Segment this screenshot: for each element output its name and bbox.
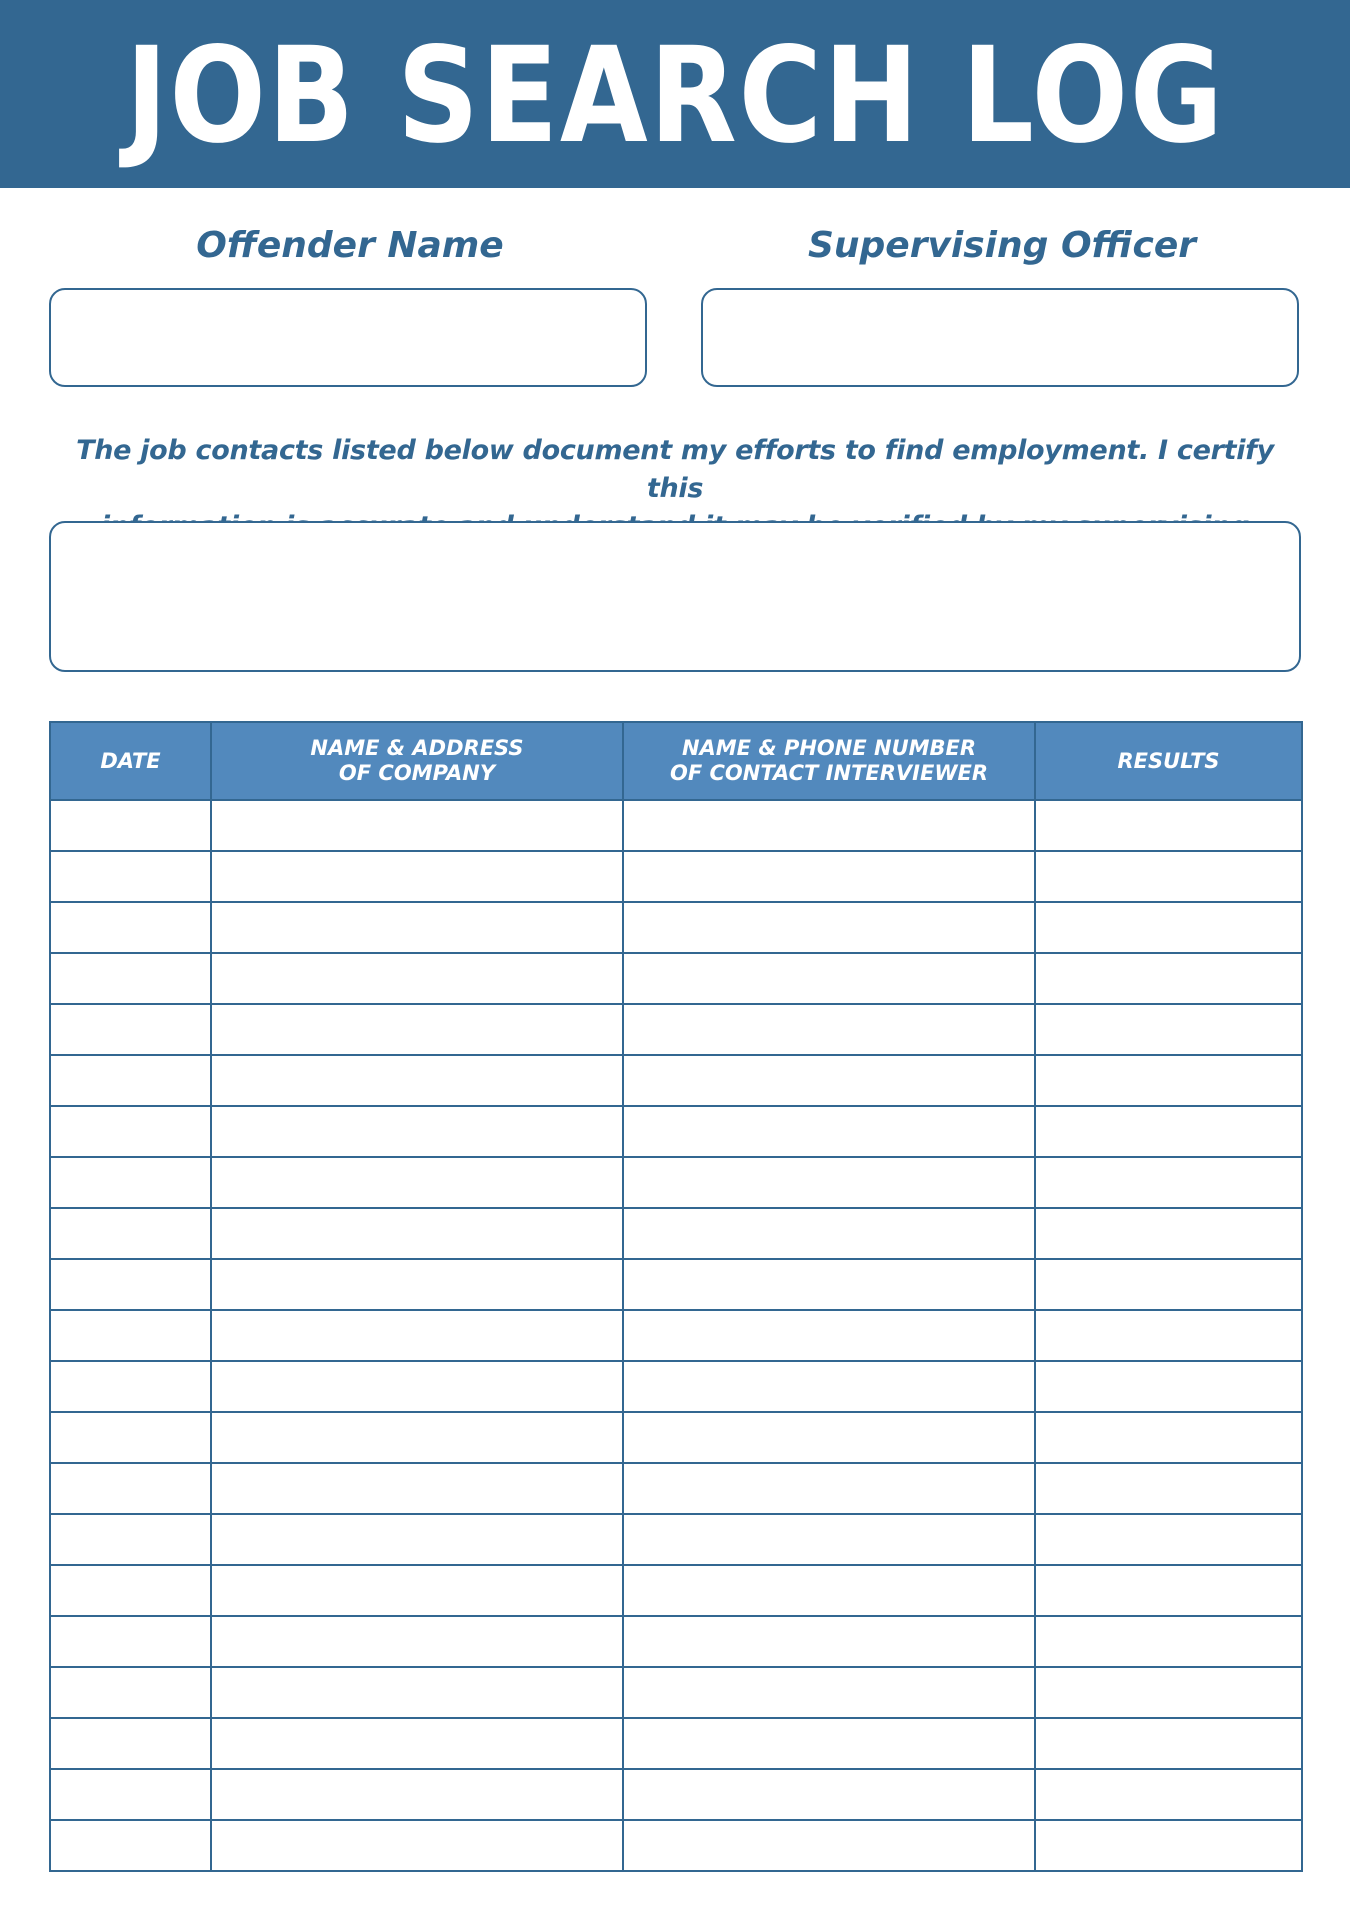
results-cell[interactable] (1035, 800, 1302, 851)
results-cell[interactable] (1035, 953, 1302, 1004)
table-row (50, 1361, 1302, 1412)
results-cell[interactable] (1035, 851, 1302, 902)
contact-cell[interactable] (623, 1667, 1035, 1718)
results-cell[interactable] (1035, 1259, 1302, 1310)
contact-cell[interactable] (623, 1514, 1035, 1565)
table-row (50, 953, 1302, 1004)
results-cell[interactable] (1035, 902, 1302, 953)
results-cell[interactable] (1035, 1310, 1302, 1361)
table-row (50, 1259, 1302, 1310)
certification-field[interactable] (49, 521, 1301, 672)
results-cell[interactable] (1035, 1463, 1302, 1514)
date-cell[interactable] (50, 1310, 211, 1361)
contact-cell[interactable] (623, 1412, 1035, 1463)
date-cell[interactable] (50, 1514, 211, 1565)
table-row (50, 1463, 1302, 1514)
date-cell[interactable] (50, 1616, 211, 1667)
company-cell[interactable] (211, 1004, 623, 1055)
results-cell[interactable] (1035, 1718, 1302, 1769)
date-cell[interactable] (50, 953, 211, 1004)
certification-line-1: The job contacts listed below document my efforts to find employment. I certify this (76, 435, 1274, 504)
company-cell[interactable] (211, 1769, 623, 1820)
table-row (50, 851, 1302, 902)
table-row (50, 1157, 1302, 1208)
contact-cell[interactable] (623, 1820, 1035, 1871)
company-cell[interactable] (211, 1667, 623, 1718)
table-row (50, 1769, 1302, 1820)
column-header-results: RESULTS (1035, 722, 1302, 800)
table-row (50, 1820, 1302, 1871)
date-cell[interactable] (50, 851, 211, 902)
company-cell[interactable] (211, 800, 623, 851)
company-cell[interactable] (211, 1361, 623, 1412)
results-cell[interactable] (1035, 1157, 1302, 1208)
table-row (50, 1667, 1302, 1718)
results-cell[interactable] (1035, 1667, 1302, 1718)
date-cell[interactable] (50, 1157, 211, 1208)
offender-name-field[interactable] (49, 288, 647, 387)
contact-cell[interactable] (623, 1004, 1035, 1055)
table-row (50, 1514, 1302, 1565)
contact-cell[interactable] (623, 1565, 1035, 1616)
results-cell[interactable] (1035, 1055, 1302, 1106)
contact-cell[interactable] (623, 1106, 1035, 1157)
contact-cell[interactable] (623, 1769, 1035, 1820)
company-cell[interactable] (211, 1106, 623, 1157)
contact-cell[interactable] (623, 953, 1035, 1004)
title-banner (0, 0, 1350, 188)
contact-cell[interactable] (623, 1157, 1035, 1208)
results-cell[interactable] (1035, 1361, 1302, 1412)
contact-cell[interactable] (623, 1616, 1035, 1667)
supervising-officer-field[interactable] (701, 288, 1299, 387)
company-cell[interactable] (211, 1157, 623, 1208)
company-cell[interactable] (211, 902, 623, 953)
contact-cell[interactable] (623, 1718, 1035, 1769)
results-cell[interactable] (1035, 1820, 1302, 1871)
results-cell[interactable] (1035, 1616, 1302, 1667)
contact-cell[interactable] (623, 902, 1035, 953)
date-cell[interactable] (50, 1769, 211, 1820)
date-cell[interactable] (50, 1361, 211, 1412)
date-cell[interactable] (50, 800, 211, 851)
results-cell[interactable] (1035, 1004, 1302, 1055)
job-contact-table (49, 721, 1303, 1872)
table-row (50, 1106, 1302, 1157)
results-cell[interactable] (1035, 1412, 1302, 1463)
results-cell[interactable] (1035, 1514, 1302, 1565)
table-row (50, 902, 1302, 953)
date-cell[interactable] (50, 1106, 211, 1157)
date-cell[interactable] (50, 1463, 211, 1514)
date-cell[interactable] (50, 1259, 211, 1310)
date-cell[interactable] (50, 1565, 211, 1616)
table-row (50, 1565, 1302, 1616)
date-cell[interactable] (50, 1667, 211, 1718)
contact-cell[interactable] (623, 1259, 1035, 1310)
table-row (50, 1718, 1302, 1769)
company-cell[interactable] (211, 1820, 623, 1871)
column-header-contact: NAME & PHONE NUMBER OF CONTACT INTERVIEWER (623, 722, 1035, 800)
date-cell[interactable] (50, 1055, 211, 1106)
table-row (50, 800, 1302, 851)
column-header-date: DATE (50, 722, 211, 800)
table-row (50, 1208, 1302, 1259)
date-cell[interactable] (50, 1820, 211, 1871)
contact-cell[interactable] (623, 1310, 1035, 1361)
page-title: JOB SEARCH LOG (125, 19, 1225, 173)
table-row (50, 1310, 1302, 1361)
results-cell[interactable] (1035, 1769, 1302, 1820)
table-row (50, 1616, 1302, 1667)
company-cell[interactable] (211, 1055, 623, 1106)
company-cell[interactable] (211, 1208, 623, 1259)
results-cell[interactable] (1035, 1565, 1302, 1616)
table-row (50, 1412, 1302, 1463)
table-body (50, 800, 1302, 1871)
offender-name-label: Offender Name (196, 225, 504, 266)
company-cell[interactable] (211, 1514, 623, 1565)
table-header-row (50, 722, 1302, 800)
contact-cell[interactable] (623, 1055, 1035, 1106)
company-cell[interactable] (211, 851, 623, 902)
date-cell[interactable] (50, 1208, 211, 1259)
company-cell[interactable] (211, 1259, 623, 1310)
column-header-company: NAME & ADDRESS OF COMPANY (211, 722, 623, 800)
contact-cell[interactable] (623, 800, 1035, 851)
company-cell[interactable] (211, 1616, 623, 1667)
date-cell[interactable] (50, 1004, 211, 1055)
company-cell[interactable] (211, 1718, 623, 1769)
company-cell[interactable] (211, 1310, 623, 1361)
company-cell[interactable] (211, 953, 623, 1004)
contact-cell[interactable] (623, 1208, 1035, 1259)
table-row (50, 1055, 1302, 1106)
date-cell[interactable] (50, 1718, 211, 1769)
table-row (50, 1004, 1302, 1055)
contact-cell[interactable] (623, 1361, 1035, 1412)
results-cell[interactable] (1035, 1208, 1302, 1259)
company-cell[interactable] (211, 1565, 623, 1616)
results-cell[interactable] (1035, 1106, 1302, 1157)
company-cell[interactable] (211, 1463, 623, 1514)
contact-cell[interactable] (623, 851, 1035, 902)
company-cell[interactable] (211, 1412, 623, 1463)
contact-cell[interactable] (623, 1463, 1035, 1514)
date-cell[interactable] (50, 1412, 211, 1463)
supervising-officer-label: Supervising Officer (807, 225, 1197, 266)
date-cell[interactable] (50, 902, 211, 953)
